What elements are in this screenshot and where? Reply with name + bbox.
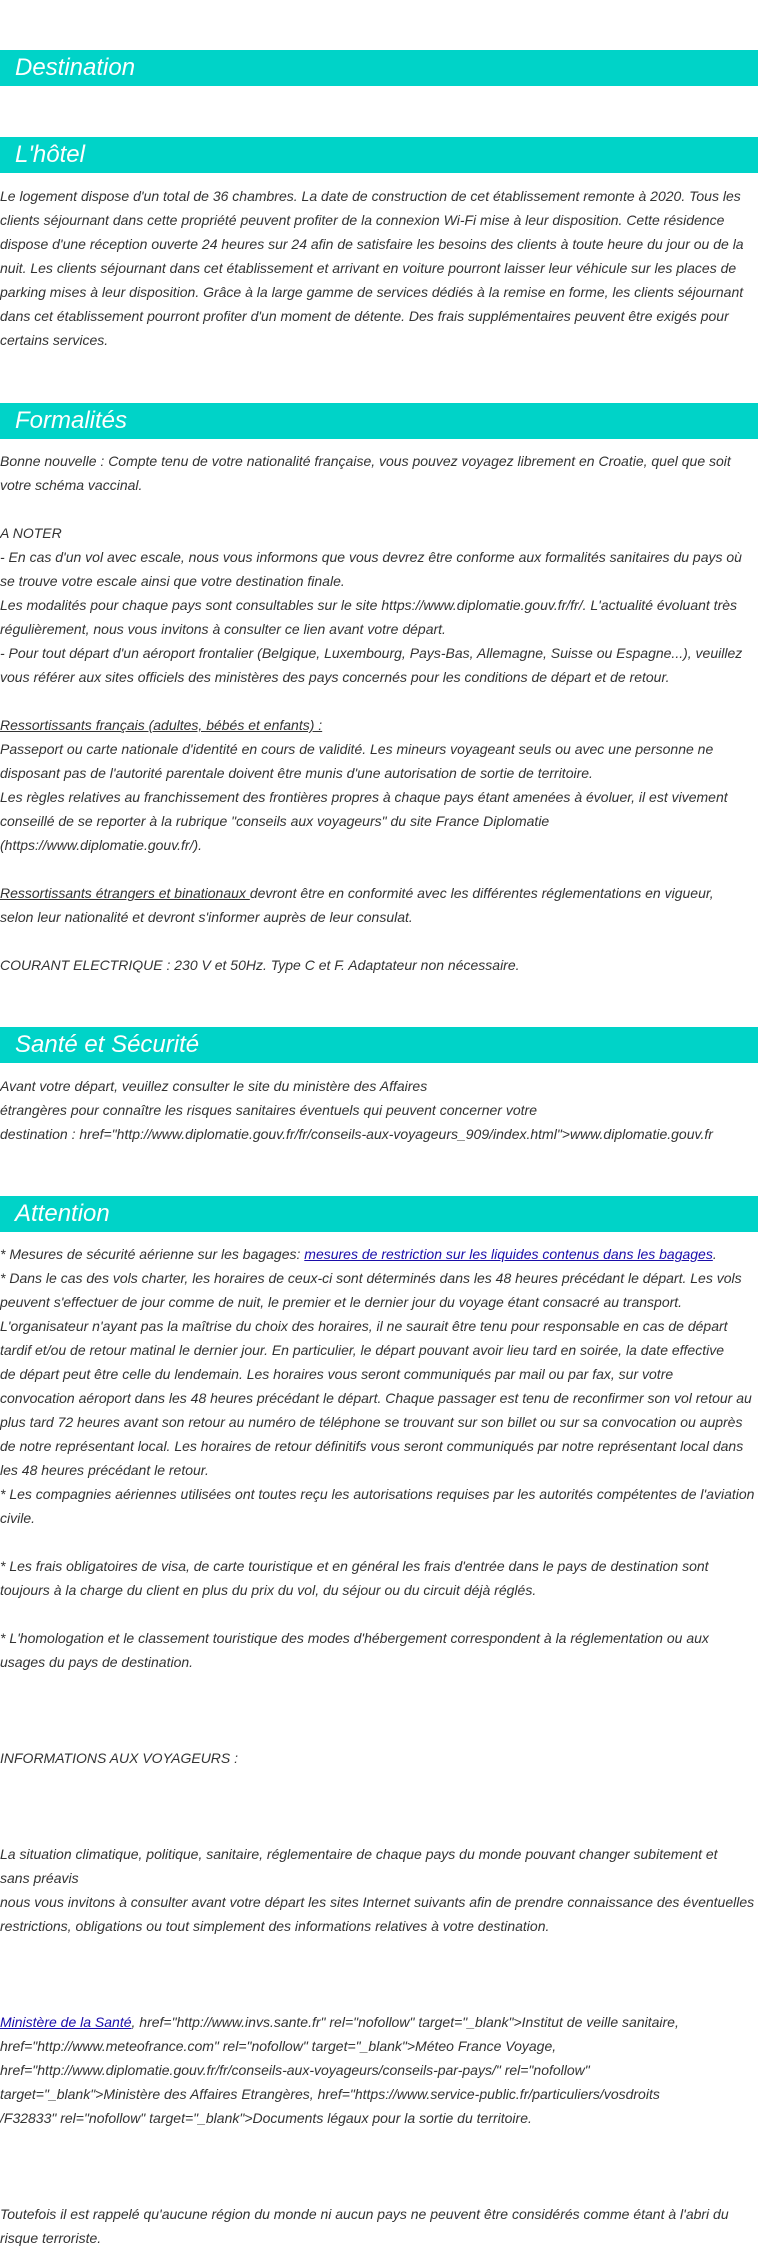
text-line: href="http://www.diplomatie.gouv.fr/fr/conseils-aux-voyageurs/conseils-par-pays/" rel="nofollow"	[0, 2062, 590, 2078]
text-line: votre schéma vaccinal.	[0, 477, 143, 493]
text-line: parking mises à leur disposition. Grâce à la large gamme de services dédiés à la remise en forme, les clients séjournant	[0, 284, 744, 300]
ministere-sante-link[interactable]: Ministère de la Santé	[0, 2014, 132, 2030]
french-nationals-heading: Ressortissants français (adultes, bébés et enfants) :	[0, 717, 323, 733]
section-title-attention: Attention	[0, 1196, 758, 1232]
text-line: de départ peut être celle du lendemain. Les horaires vous seront communiqués par mail ou par fax, sur votre	[0, 1366, 674, 1382]
note-heading: A NOTER	[0, 525, 62, 541]
text-line: usages du pays de destination.	[0, 1654, 194, 1670]
text-line: Toutefois il est rappelé qu'aucune région du monde ni aucun pays ne peuvent être considérés comme étant à l'abri du	[0, 2206, 729, 2222]
text-line: L'organisateur n'ayant pas la maîtrise du choix des horaires, il ne saurait être tenu pour responsable en cas de départ	[0, 1318, 728, 1334]
text-line: Les modalités pour chaque pays sont consultables sur le site https://www.diplomatie.gouv.fr/fr/. L'actualité évoluant très	[0, 597, 738, 613]
luggage-liquids-link[interactable]: mesures de restriction sur les liquides contenus dans les bagages	[304, 1246, 713, 1262]
text-line: sans préavis	[0, 1870, 79, 1886]
section-title-destination: Destination	[0, 50, 758, 86]
text-line: target="_blank">Ministère des Affaires Etrangères, href="https://www.service-public.fr/particuliers/vosdroits	[0, 2086, 660, 2102]
text-line: Bonne nouvelle : Compte tenu de votre nationalité française, vous pouvez voyagez librement en Croatie, quel que soit	[0, 453, 731, 469]
text-line: Passeport ou carte nationale d'identité en cours de validité. Les mineurs voyageant seuls ou avec une personne ne	[0, 741, 714, 757]
text-line: (https://www.diplomatie.gouv.fr/).	[0, 837, 203, 853]
text-line: - En cas d'un vol avec escale, nous vous informons que vous devrez être conforme aux formalités sanitaires du pays où	[0, 549, 742, 565]
text-line: * Les compagnies aériennes utilisées ont toutes reçu les autorisations requises par les autorités compétentes de l'aviation	[0, 1486, 755, 1502]
text-line: plus tard 72 heures avant son retour au numéro de téléphone se trouvant sur son billet ou sur sa convocation ou auprès	[0, 1414, 743, 1430]
text-line: - Pour tout départ d'un aéroport frontalier (Belgique, Luxembourg, Pays-Bas, Allemagne, Suisse ou Espagne...), veuillez	[0, 645, 743, 661]
foreign-nationals-heading: Ressortissants étrangers et binationaux	[0, 885, 250, 901]
text-span: devront être en conformité avec les différentes réglementations en vigueur,	[249, 885, 714, 901]
formalites-content	[0, 449, 758, 977]
section-title-hotel: L'hôtel	[0, 137, 758, 173]
text-line: convocation aéroport dans les 48 heures précédant le départ. Chaque passager est tenu de reconfirmer son vol retour au	[0, 1390, 752, 1406]
text-line: /F32833" rel="nofollow" target="_blank">Documents légaux pour la sortie du territoire.	[0, 2110, 532, 2126]
text-line: clients séjournant dans cette propriété peuvent profiter de la connexion Wi-Fi mise à leur disposition. Cette résidence	[0, 212, 725, 228]
text-line: les 48 heures précédant le retour.	[0, 1462, 209, 1478]
text-line: risque terroriste.	[0, 2230, 102, 2246]
text-line: destination : href="http://www.diplomatie.gouv.fr/fr/conseils-aux-voyageurs_909/index.html">www.diplomatie.gouv.fr	[0, 1126, 713, 1142]
text-line: restrictions, obligations ou tout simplement des informations relatives à votre destination.	[0, 1918, 550, 1934]
text-line: civile.	[0, 1510, 36, 1526]
section-title-formalites: Formalités	[0, 403, 758, 439]
text-line: Les règles relatives au franchissement des frontières propres à chaque pays étant amenées à évoluer, il est vivement	[0, 789, 728, 805]
text-line: Le logement dispose d'un total de 36 chambres. La date de construction de cet établissement remonte à 2020. Tous les	[0, 188, 741, 204]
text-line	[0, 1242, 758, 1266]
text-line: La situation climatique, politique, sanitaire, réglementaire de chaque pays du monde pouvant changer subitement et	[0, 1846, 718, 1862]
text-line: vous référer aux sites officiels des ministères des pays concernés pour les conditions de départ et de retour.	[0, 669, 670, 685]
text-line: * Dans le cas des vols charter, les horaires de ceux-ci sont déterminés dans les 48 heures précédant le départ. Les vols	[0, 1270, 742, 1286]
text-line: Avant votre départ, veuillez consulter le site du ministère des Affaires	[0, 1078, 428, 1094]
text-line: dans cet établissement pourront profiter d'un moment de détente. Des frais supplémentaires peuvent être exigés pour	[0, 308, 729, 324]
attention-content	[0, 1242, 758, 2250]
text-line: toujours à la charge du client en plus du prix du vol, du séjour ou du circuit déjà réglés.	[0, 1582, 537, 1598]
text-line: se trouve votre escale ainsi que votre destination finale.	[0, 573, 345, 589]
text-line: certains services.	[0, 332, 109, 348]
text-line	[0, 881, 758, 905]
text-line: peuvent s'effectuer de jour comme de nuit, le premier et le dernier jour du voyage étant consacré au transport.	[0, 1294, 683, 1310]
text-line: href="http://www.meteofrance.com" rel="nofollow" target="_blank">Méteo France Voyage,	[0, 2038, 557, 2054]
text-line: selon leur nationalité et devront s'informer auprès de leur consulat.	[0, 909, 413, 925]
text-line: de notre représentant local. Les horaires de retour définitifs vous seront communiqués par notre représentant local dans	[0, 1438, 744, 1454]
text-line: disposant pas de l'autorité parentale doivent être munis d'une autorisation de sortie de territoire.	[0, 765, 593, 781]
text-line: étrangères pour connaître les risques sanitaires éventuels qui peuvent concerner votre	[0, 1102, 537, 1118]
text-line: * L'homologation et le classement touristique des modes d'hébergement correspondent à la réglementation ou aux	[0, 1630, 709, 1646]
text-span: .	[712, 1246, 717, 1262]
text-line	[0, 2010, 758, 2034]
text-line: tardif et/ou de retour matinal le dernier jour. En particulier, le départ pouvant avoir lieu tard en soirée, la date effective	[0, 1342, 725, 1358]
sante-content	[0, 1074, 758, 1146]
electric-current-info: COURANT ELECTRIQUE : 230 V et 50Hz. Type C et F. Adaptateur non nécessaire.	[0, 957, 520, 973]
text-line: régulièrement, nous vous invitons à consulter ce lien avant votre départ.	[0, 621, 446, 637]
text-line: nuit. Les clients séjournant dans cet établissement et arrivant en voiture pourront laisser leur véhicule sur les places de	[0, 260, 737, 276]
text-line: conseillé de se reporter à la rubrique "conseils aux voyageurs" du site France Diplomatie	[0, 813, 550, 829]
hotel-description	[0, 184, 758, 352]
text-span: , href="http://www.invs.sante.fr" rel="nofollow" target="_blank">Institut de veille sanitaire,	[131, 2014, 679, 2030]
text-line: * Les frais obligatoires de visa, de carte touristique et en général les frais d'entrée dans le pays de destination sont	[0, 1558, 709, 1574]
text-line: nous vous invitons à consulter avant votre départ les sites Internet suivants afin de prendre connaissance des éventuelles	[0, 1894, 755, 1910]
traveler-info-heading: INFORMATIONS AUX VOYAGEURS :	[0, 1750, 239, 1766]
text-span: * Mesures de sécurité aérienne sur les bagages:	[0, 1246, 305, 1262]
section-title-sante: Santé et Sécurité	[0, 1027, 758, 1063]
text-line: dispose d'une réception ouverte 24 heures sur 24 afin de satisfaire les besoins des clients à toute heure du jour ou de la	[0, 236, 744, 252]
